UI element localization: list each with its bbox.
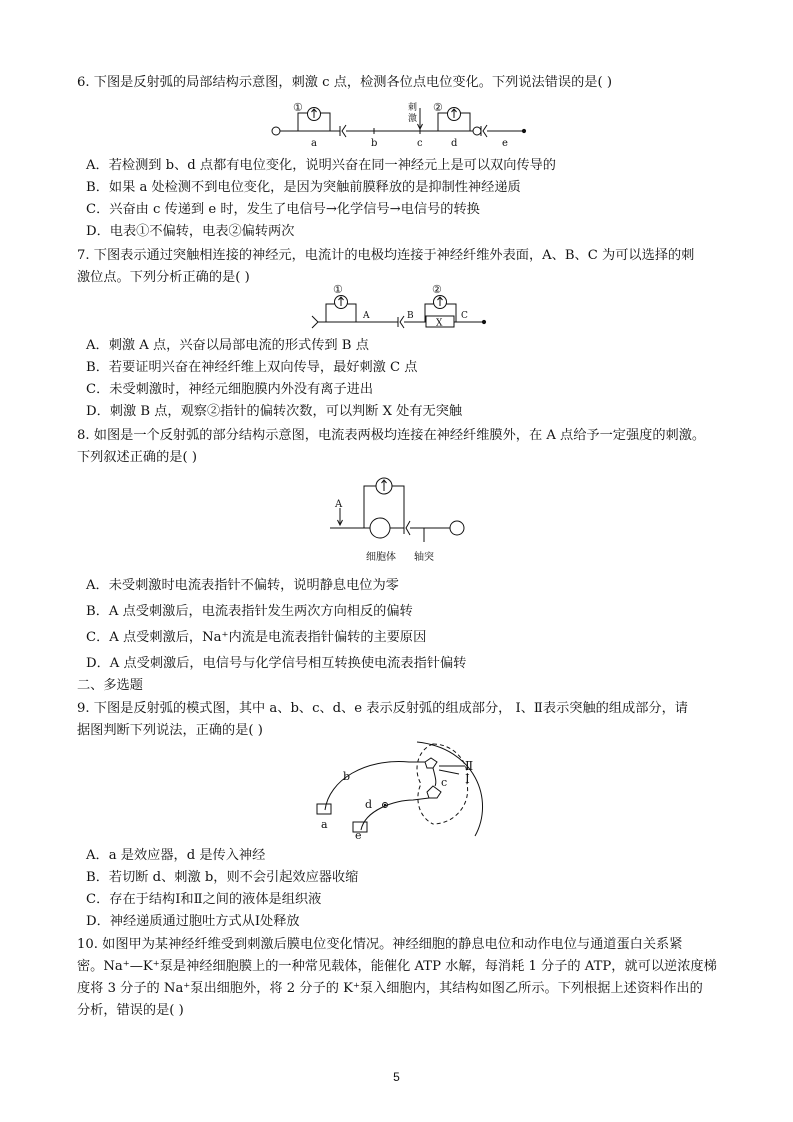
q9-label-e: e — [355, 829, 362, 842]
q7-label-A: A — [363, 311, 370, 321]
q6-synapse-2 — [481, 125, 487, 137]
q7-m2-label: ② — [432, 283, 442, 296]
q9-box-a — [317, 804, 331, 814]
q9-upper-neuron — [425, 758, 437, 768]
q9-option-a: A．a 是效应器，d 是传入神经 — [86, 848, 266, 863]
q8-label-A: A — [335, 499, 343, 510]
q9-stem-line-1: 9. 下图是反射弧的模式图，其中 a、b、c、d、e 表示反射弧的组成部分， Ⅰ、Ⅱ表示突触的组成部分，请 — [77, 701, 688, 716]
q9-fiber-b — [325, 762, 425, 810]
q6-synapse-1 — [340, 125, 346, 137]
q7-option-b: B．若要证明兴奋在神经纤维上双向传导，最好刺激 C 点 — [86, 360, 418, 375]
q6-option-a: A．若检测到 b、d 点都有电位变化，说明兴奋在同一神经元上是可以双向传导的 — [86, 158, 556, 173]
q8-option-d: D．A 点受刺激后，电信号与化学信号相互转换使电流表指针偏转 — [86, 656, 467, 671]
q8-stem-line-2: 下列叙述正确的是( ) — [77, 450, 197, 465]
q8-label-axon: 轴突 — [414, 552, 434, 563]
q7-option-c: C．未受刺激时，神经元细胞膜内外没有离子进出 — [86, 382, 374, 397]
q9-stem-line-2: 据图判断下列说法，正确的是( ) — [77, 723, 263, 738]
q9-figure — [305, 740, 505, 840]
page-number: 5 — [393, 1070, 400, 1084]
q7-dendrite — [312, 316, 318, 328]
q6-figure — [268, 100, 533, 152]
q6-stim-label-2: 激 — [408, 114, 418, 124]
q6-label-e: e — [502, 138, 508, 149]
q9-option-b: B．若切断 d、刺激 b，则不会引起效应器收缩 — [86, 870, 359, 885]
q9-interneuron-c — [433, 768, 436, 786]
section-heading-multiple-choice: 二、多选题 — [77, 678, 143, 693]
q10-line-4: 分析，错误的是( ) — [77, 1003, 184, 1018]
q9-label-I: Ⅰ — [465, 772, 470, 786]
q6-soma-left — [272, 127, 280, 135]
q7-option-a: A．刺激 A 点，兴奋以局部电流的形式传到 B 点 — [86, 338, 369, 353]
q7-stem-line-2: 激位点。下列分析正确的是( ) — [77, 270, 250, 285]
q7-m1-label: ① — [333, 283, 343, 296]
q7-label-C: C — [461, 311, 468, 321]
q7-option-d: D．刺激 B 点，观察②指针的偏转次数，可以判断 X 处有无突触 — [86, 404, 463, 419]
q6-label-c: c — [417, 138, 423, 149]
q6-option-d: D．电表①不偏转，电表②偏转两次 — [86, 224, 295, 239]
q9-label-c: c — [441, 776, 448, 789]
q7-label-X: X — [436, 318, 443, 329]
q9-option-c: C．存在于结构Ⅰ和Ⅱ之间的液体是组织液 — [86, 892, 322, 907]
q8-synapse — [404, 521, 410, 535]
q6-m2-label: ② — [433, 101, 443, 114]
q6-stim-label-1: 刺 — [408, 103, 418, 113]
q9-label-a: a — [321, 818, 328, 831]
q9-gray-matter-outline — [417, 744, 433, 824]
q10-line-2: 密。Na⁺—K⁺泵是神经细胞膜上的一种常见载体，能催化 ATP 水解，每消耗 1 分子的 ATP，就可以逆浓度梯 — [77, 959, 717, 974]
q7-label-B: B — [407, 311, 414, 321]
q8-label-soma: 细胞体 — [366, 552, 396, 563]
q7-figure — [310, 280, 490, 332]
q9-label-d: d — [365, 798, 373, 811]
q9-spinal-cord — [417, 742, 483, 836]
q6-label-b: b — [371, 138, 378, 149]
q6-option-b: B．如果 a 处检测不到电位变化，是因为突触前膜释放的是抑制性神经递质 — [86, 180, 521, 195]
q6-option-c: C．兴奋由 c 传递到 e 时，发生了电信号→化学信号→电信号的转换 — [86, 202, 480, 217]
q6-m1-label: ① — [293, 101, 303, 114]
q9-lower-neuron — [427, 786, 441, 798]
q8-soma — [370, 518, 390, 538]
q6-stem: 6. 下图是反射弧的局部结构示意图，刺激 c 点，检测各位点电位变化。下列说法错误的是( ) — [77, 75, 612, 90]
q8-option-b: B．A 点受刺激后，电流表指针发生两次方向相反的偏转 — [86, 604, 413, 619]
q8-right-terminal — [450, 521, 464, 535]
q9-label-b: b — [343, 770, 351, 783]
q6-label-d: d — [451, 138, 458, 149]
q10-line-1: 10. 如图甲为某神经纤维受到刺激后膜电位变化情况。神经细胞的静息电位和动作电位与通道蛋白关系紧 — [77, 937, 683, 952]
q7-stem-line-1: 7. 下图表示通过突触相连接的神经元，电流计的电极均连接于神经纤维外表面，A、B、C 为可以选择的刺 — [77, 248, 695, 263]
q9-option-d: D．神经递质通过胞吐方式从Ⅰ处释放 — [86, 914, 300, 929]
q8-option-c: C．A 点受刺激后，Na⁺内流是电流表指针偏转的主要原因 — [86, 630, 427, 645]
q8-figure — [326, 474, 476, 570]
q10-line-3: 度将 3 分子的 Na⁺泵出细胞外，将 2 分子的 K⁺泵入细胞内，其结构如图乙所示。下列根据上述资料作出的 — [77, 981, 703, 996]
q6-label-a: a — [311, 138, 317, 149]
q9-label-II: Ⅱ — [465, 759, 474, 773]
q8-option-a: A．未受刺激时电流表指针不偏转，说明静息电位为零 — [86, 578, 399, 593]
q8-stem-line-1: 8. 如图是一个反射弧的部分结构示意图，电流表两极均连接在神经纤维膜外，在 A 点给予一定强度的刺激。 — [77, 428, 706, 443]
q7-synapse — [398, 316, 404, 328]
